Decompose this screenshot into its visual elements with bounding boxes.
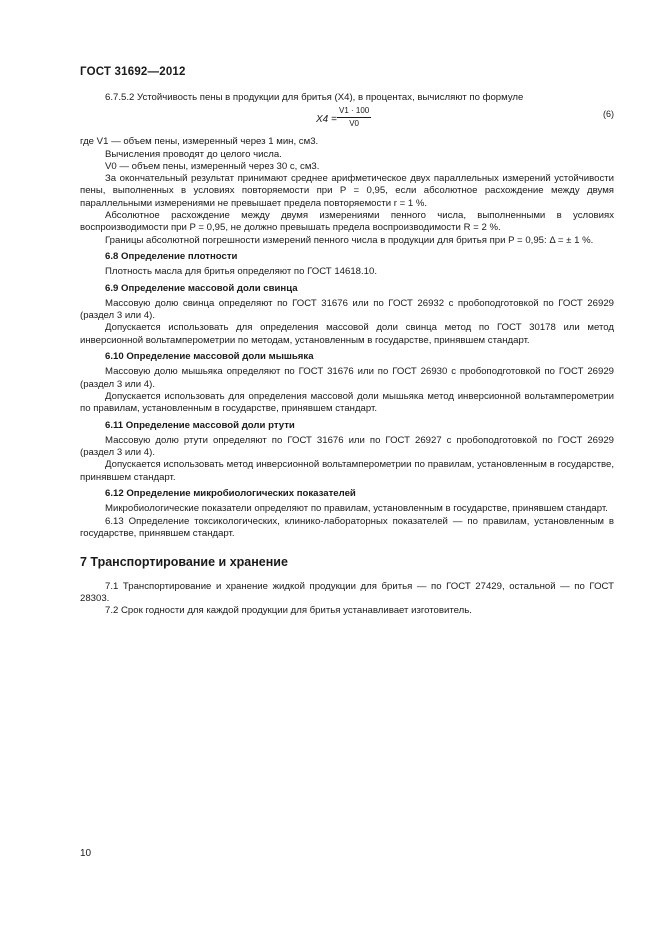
section-6-13-text: 6.13 Определение токсикологических, клинико-лабораторных показателей — по правилам, установленным в государстве, принявшем стандарт. [80, 515, 614, 539]
where-v1: где V1 — объем пены, измеренный через 1 мин, см3. [80, 136, 319, 148]
section-6-10-text-2: Допускается использовать для определения массовой доли мышьяка метод инверсионной вольтамперометрии по правилам, установленным в государстве, принявшем стандарт. [80, 390, 614, 415]
section-6-9-title: 6.9 Определение массовой доли свинца [105, 282, 298, 294]
formula-number: (6) [603, 109, 614, 120]
calc-integer: Вычисления проводят до целого числа. [105, 148, 282, 160]
formula-fraction [337, 106, 371, 129]
formula-lhs: X4 = [316, 114, 337, 126]
section-6-11-text-2: Допускается использовать метод инверсионной вольтамперометрии по правилам, установленным в государстве, принявшем стандарт. [80, 459, 614, 483]
formula-numerator: V1 · 100 [337, 106, 371, 118]
page-content [80, 92, 614, 617]
formula-denominator: V0 [349, 119, 360, 129]
section-6-12-text: Микробиологические показатели определяют по правилам, установленным в государстве, принявшем стандарт. [105, 503, 608, 515]
formula-6 [80, 106, 614, 136]
section-6-12-title: 6.12 Определение микробиологических показателей [105, 488, 356, 500]
final-result: За окончательный результат принимают среднее арифметическое двух параллельных измерений устойчивости пены, выполненных в условиях повторяемости при P = 0,95, если абсолютное расхождение между двумя параллельными измерениями не превышает предела повторяемости r = 1 %. [80, 173, 614, 209]
section-7-title: 7 Транспортирование и хранение [80, 555, 288, 570]
paragraph-6752: 6.7.5.2 Устойчивость пены в продукции для бритья (X4), в процентах, вычисляют по формуле [105, 92, 524, 103]
section-6-10-title: 6.10 Определение массовой доли мышьяка [105, 351, 314, 363]
v0-definition: V0 — объем пены, измеренный через 30 с, см3. [105, 160, 320, 172]
section-6-8-text: Плотность масла для бритья определяют по ГОСТ 14618.10. [105, 266, 378, 278]
page-header: ГОСТ 31692—2012 [80, 66, 186, 78]
section-6-11-title: 6.11 Определение массовой доли ртути [105, 419, 295, 431]
section-6-10-text-1: Массовую долю мышьяка определяют по ГОСТ 31676 или по ГОСТ 26930 с пробоподготовкой по ГОСТ 26929 (раздел 3 или 4). [80, 366, 614, 390]
section-6-8-title: 6.8 Определение плотности [105, 250, 238, 262]
section-6-9-text-1: Массовую долю свинца определяют по ГОСТ 31676 или по ГОСТ 26932 с пробоподготовкой по ГОСТ 26929 (раздел 3 или 4). [80, 297, 614, 322]
section-7-2-text: 7.2 Срок годности для каждой продукции для бритья устанавливает изготовитель. [105, 605, 472, 617]
page-number: 10 [80, 848, 92, 859]
section-6-11-text-1: Массовую долю ртути определяют по ГОСТ 31676 или по ГОСТ 26927 с пробоподготовкой по ГОСТ 26929 (раздел 3 или 4). [80, 434, 614, 459]
error-limits: Границы абсолютной погрешности измерений пенного числа в продукции для бритья при P = 0,95: Δ = ± 1 %. [105, 234, 594, 246]
section-7-1-text: 7.1 Транспортирование и хранение жидкой продукции для бритья — по ГОСТ 27429, остальной — по ГОСТ 28303. [80, 580, 614, 604]
absolute-difference: Абсолютное расхождение между двумя измерениями пенного числа, выполненными в условиях воспроизводимости при P = 0,95, не должно превышать предела воспроизводимости R = 2 %. [80, 210, 614, 234]
section-6-9-text-2: Допускается использовать для определения массовой доли свинца метод по ГОСТ 30178 или метод инверсионной вольтамперометрии по методам, установленным в государстве, принявшем стандарт. [80, 322, 614, 346]
